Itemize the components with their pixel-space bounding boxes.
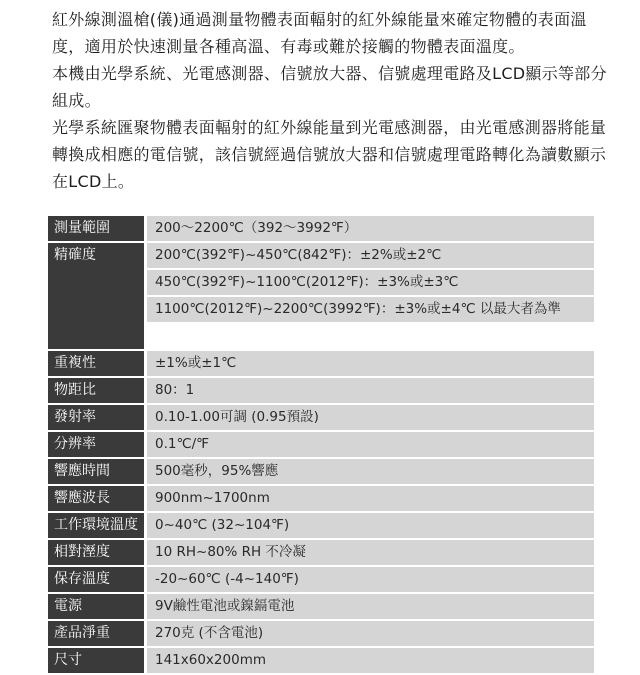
spec-label: 相對溼度 — [48, 540, 144, 567]
spec-row-resolution — [48, 432, 594, 459]
spec-row-storage-temp — [48, 567, 594, 594]
spec-row-operating-temp — [48, 513, 594, 540]
spec-value: 80：1 — [147, 378, 594, 405]
spec-row-humidity — [48, 540, 594, 567]
spec-value: 9V鹼性電池或鎳鎘電池 — [147, 594, 594, 621]
spec-row-wavelength — [48, 486, 594, 513]
spec-row-response-time — [48, 459, 594, 486]
spec-row-repeatability — [48, 351, 594, 378]
spec-value: 1100℃(2012℉)~2200℃(3992℉)：±3%或±4℃ 以最大者為準 — [147, 297, 594, 324]
spec-value: -20~60℃ (-4~140℉) — [147, 567, 594, 594]
spec-label: 分辨率 — [48, 432, 144, 459]
spec-value: 10 RH~80% RH 不冷凝 — [147, 540, 594, 567]
spec-row-measure-range — [48, 216, 594, 243]
spec-value: 0.10-1.00可調 (0.95預設) — [147, 405, 594, 432]
spec-value: 270克 (不含電池) — [147, 621, 594, 648]
spec-value: 200℃(392℉)~450℃(842℉)：±2%或±2℃ — [147, 243, 594, 270]
spec-label: 精確度 — [48, 243, 144, 351]
intro-paragraph: 紅外線測溫槍(儀)通過測量物體表面輻射的紅外線能量來確定物體的表面溫度，適用於快速測量各種高溫、有毒或難於接觸的物體表面溫度。 — [52, 10, 587, 56]
spec-label: 工作環境溫度 — [48, 513, 144, 540]
intro-paragraph: 光學系統匯聚物體表面輻射的紅外線能量到光電感測器，由光電感測器將能量轉換成相應的電信號，該信號經過信號放大器和信號處理電路轉化為讀數顯示在LCD上。 — [52, 118, 607, 191]
spec-label: 電源 — [48, 594, 144, 621]
spec-value: 500毫秒，95%響應 — [147, 459, 594, 486]
spec-row-power — [48, 594, 594, 621]
spec-value: 0.1℃/℉ — [147, 432, 594, 459]
spec-label: 保存溫度 — [48, 567, 144, 594]
spec-value: 141x60x200mm — [147, 648, 594, 675]
spec-label: 尺寸 — [48, 648, 144, 675]
spec-row-distance-ratio — [48, 378, 594, 405]
intro-paragraph: 本機由光學系統、光電感測器、信號放大器、信號處理電路及LCD顯示等部分組成。 — [52, 64, 607, 110]
spec-value: 200～2200℃（392～3992℉） — [147, 216, 594, 243]
spec-value: ±1%或±1℃ — [147, 351, 594, 378]
spec-row-weight — [48, 621, 594, 648]
spec-value: 450℃(392℉)~1100℃(2012℉)：±3%或±3℃ — [147, 270, 594, 297]
spec-label: 測量範圍 — [48, 216, 144, 243]
spec-label: 發射率 — [48, 405, 144, 432]
spec-row-dimensions — [48, 648, 594, 675]
spec-row-accuracy — [48, 243, 594, 351]
spec-label: 重複性 — [48, 351, 144, 378]
spec-label: 響應波長 — [48, 486, 144, 513]
spec-label: 物距比 — [48, 378, 144, 405]
spec-value: 0~40℃ (32~104℉) — [147, 513, 594, 540]
spec-label: 響應時間 — [48, 459, 144, 486]
spec-table — [48, 216, 594, 675]
spec-row-emissivity — [48, 405, 594, 432]
spec-label: 產品淨重 — [48, 621, 144, 648]
intro-text — [52, 6, 612, 195]
spec-value: 900nm~1700nm — [147, 486, 594, 513]
